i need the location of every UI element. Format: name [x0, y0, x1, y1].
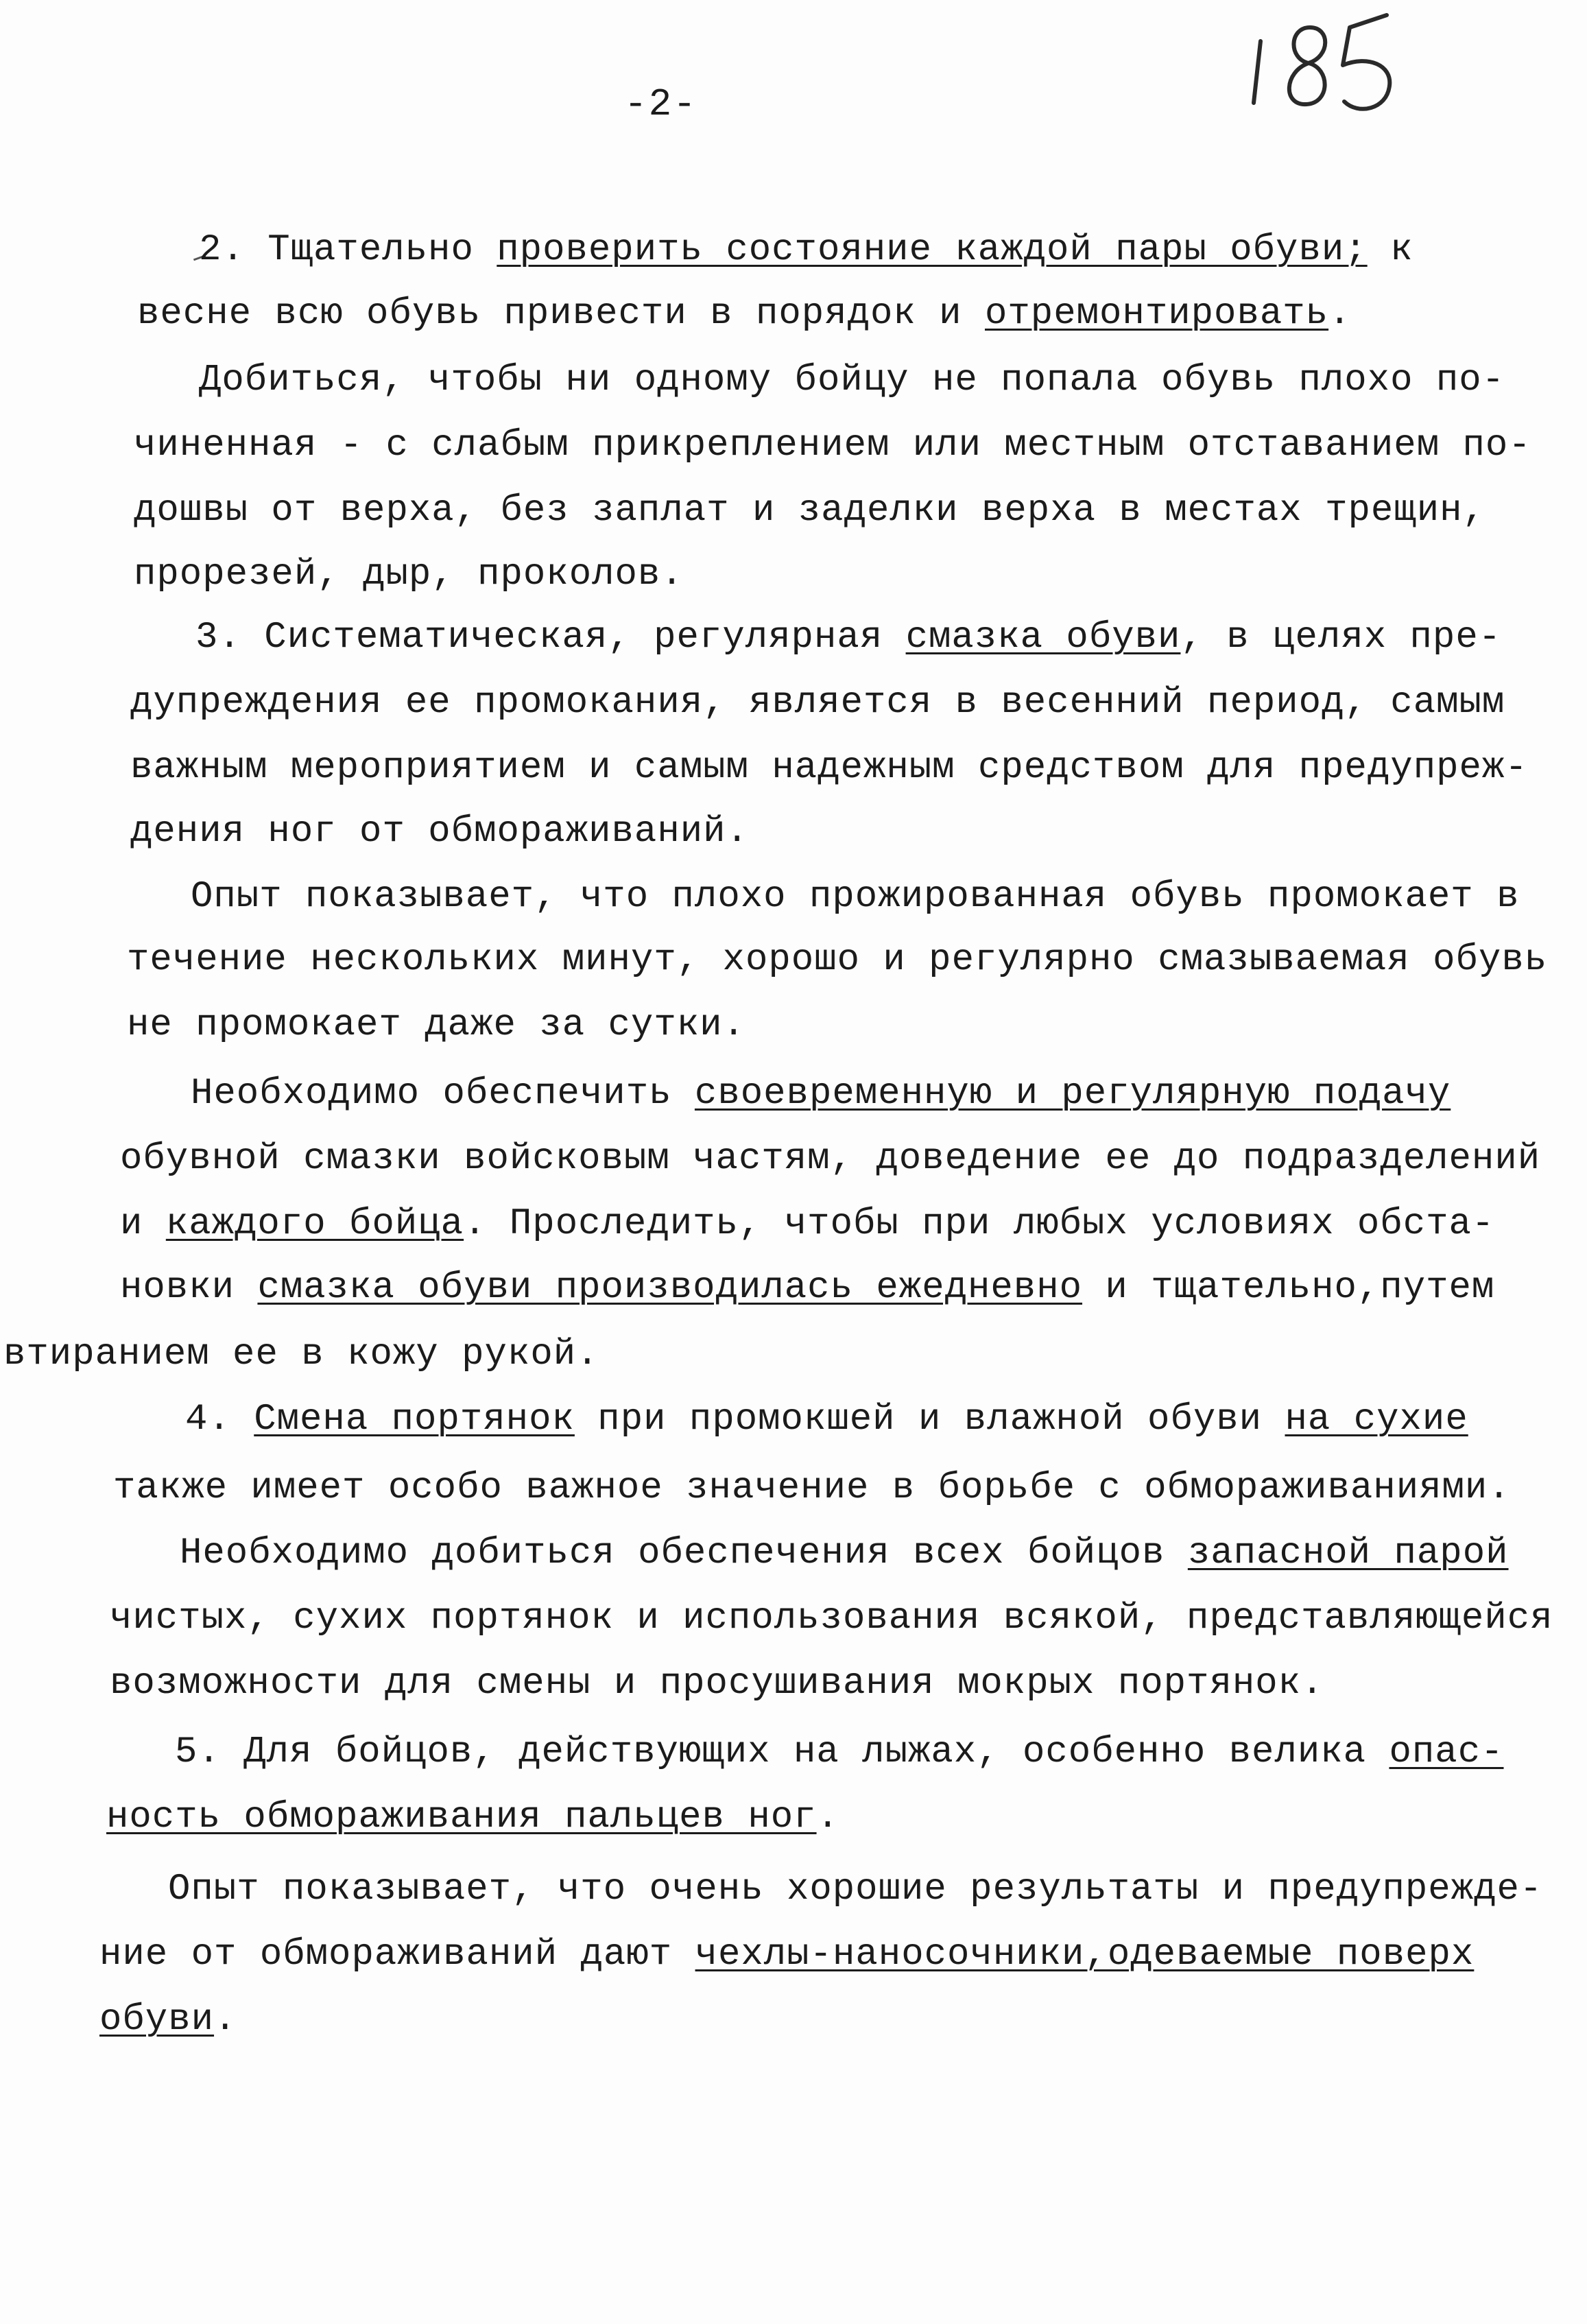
page-number: -2- [624, 82, 697, 126]
text-line: также имеет особо важное значение в борьбе с обмораживаниями. [113, 1467, 1511, 1509]
text-line [120, 1268, 1494, 1309]
underlined-phrase: на сухие [1285, 1399, 1468, 1440]
text-line [175, 1732, 1504, 1773]
text-line: обувной смазки войсковым частям, доведение ее до подразделений [120, 1138, 1541, 1180]
text-run: . [816, 1797, 839, 1838]
text-line: чистых, сухих портянок и использования всякой, представляющейся [110, 1598, 1553, 1639]
text-run: , в целях пре- [1180, 617, 1502, 659]
text-line: возможности для смены и просушивания мокрых портянок. [110, 1663, 1324, 1705]
text-run: Необходимо добиться обеспечения всех бойцов [180, 1532, 1188, 1574]
archive-number [1228, 0, 1447, 151]
underlined-phrase: чехлы-наносочники,одеваемые поверх [695, 1934, 1475, 1976]
text-line: важным мероприятием и самым надежным средством для предупреж- [130, 747, 1528, 789]
text-line: прорезей, дыр, проколов. [134, 554, 684, 595]
text-run: и [120, 1203, 166, 1245]
text-run: ние от обмораживаний дают [99, 1934, 695, 1976]
text-run: 4. [185, 1399, 254, 1440]
text-line: втиранием ее в кожу рукой. [3, 1333, 599, 1375]
text-run: 3. Систематическая, регулярная [195, 617, 906, 659]
text-line: не промокает даже за сутки. [127, 1004, 745, 1046]
text-line: дошвы от верха, без заплат и заделки верха в местах трещин, [134, 490, 1485, 532]
text-run: Необходимо обеспечить [191, 1073, 695, 1115]
text-line [120, 1204, 1494, 1245]
text-line [195, 617, 1501, 659]
underlined-phrase: каждого бойца [165, 1203, 464, 1245]
text-run: . [214, 1999, 237, 2041]
underlined-phrase: обуви [99, 1999, 215, 2041]
text-line [199, 230, 1413, 271]
underlined-phrase: ность обмораживания пальцев ног [106, 1797, 817, 1838]
text-run: 2. Тщательно [199, 229, 497, 271]
underlined-phrase: смазка обуви [905, 617, 1181, 659]
text-line [185, 1399, 1468, 1440]
underlined-phrase: своевременную и регулярную подачу [694, 1073, 1451, 1115]
text-line [99, 1934, 1474, 1976]
text-line: чиненная - с слабым прикреплением или местным отставанием по- [134, 425, 1531, 466]
text-line: Опыт показывает, что плохо прожированная обувь промокает в [191, 876, 1520, 918]
underlined-phrase: смазка обуви производилась ежедневно [257, 1267, 1083, 1309]
text-line: течение нескольких минут, хорошо и регулярно смазываемая обувь [127, 939, 1548, 981]
text-line [106, 1797, 839, 1838]
text-run: 5. Для бойцов, действующих на лыжах, особенно велика [175, 1731, 1389, 1773]
text-run: и тщательно,путем [1082, 1267, 1495, 1309]
underlined-phrase: отремонтировать [985, 293, 1329, 335]
text-run: при промокшей и влажной обуви [574, 1399, 1285, 1440]
underlined-phrase: проверить состояние каждой пары обуви; [497, 229, 1368, 271]
text-line: дения ног от обмораживаний. [130, 811, 749, 853]
underlined-phrase: запасной парой [1187, 1532, 1509, 1574]
text-line [137, 294, 1352, 335]
underlined-phrase: опас- [1389, 1731, 1504, 1773]
text-run: . [1328, 293, 1352, 335]
text-run: новки [120, 1267, 258, 1309]
text-line: Опыт показывает, что очень хорошие результаты и предупрежде- [168, 1869, 1543, 1910]
text-run: весне всю обувь привести в порядок и [137, 293, 985, 335]
handwritten-number-185 [1228, 0, 1447, 151]
text-run: к [1367, 229, 1413, 271]
text-line: Добиться, чтобы ни одному бойцу не попала обувь плохо по- [199, 359, 1505, 401]
text-line [191, 1074, 1451, 1115]
underlined-phrase: Смена портянок [254, 1399, 575, 1440]
text-line [99, 2000, 237, 2041]
text-run: . Проследить, чтобы при любых условиях обста- [464, 1203, 1495, 1245]
text-line: дупреждения ее промокания, является в весенний период, самым [130, 682, 1505, 724]
text-line [180, 1533, 1509, 1574]
